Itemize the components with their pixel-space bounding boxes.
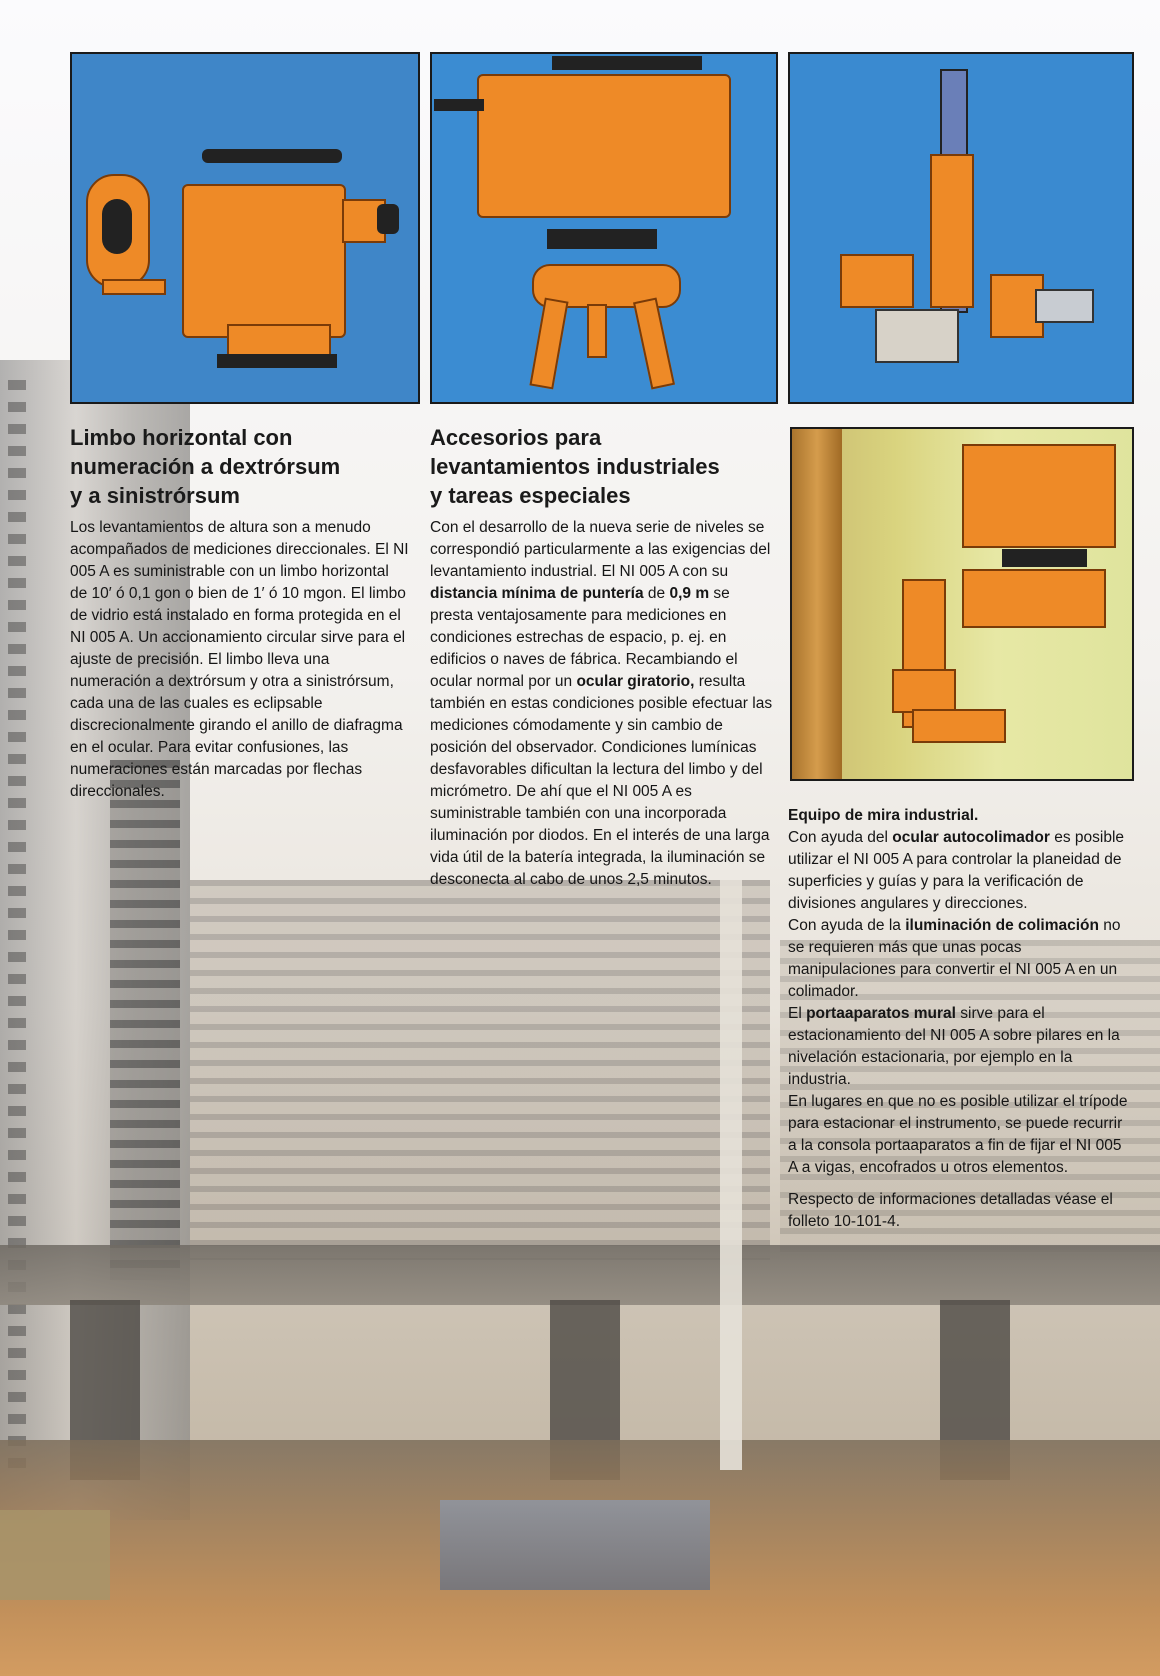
tripod-level-photo [430, 52, 778, 404]
level-instrument-photo [70, 52, 420, 404]
col1-body-text: Los levantamientos de altura son a menudo acompañados de mediciones direccionales. El NI 005 A es suministrable con un limbo horizontal de 10′ ó 0,1 gon o bien de 1′ ó 10 mgon. El limbo de vidrio está instalado en forma protegida en el NI 005 A. Un accionamiento circular sirve para el ajuste de precisión. El limbo lleva una numeración a dextrórsum y otra a sinistrórsum, cada una de las cuales es eclipsable discrecionalmente girando el anillo de diafragma en el ocular. Para evitar confusiones, las numeraciones están marcadas por flechas direccionales. [70, 519, 409, 800]
col2-heading: Accesorios para levantamientos industriales y tareas especiales [430, 425, 720, 508]
col1-heading: Limbo horizontal con numeración a dextrórsum y a sinistrórsum [70, 425, 341, 508]
wall-bracket-photo [790, 427, 1134, 781]
accessories-photo [788, 52, 1134, 404]
col3-caption-text: Equipo de mira industrial. Con ayuda del ocular autocolimador es posible utilizar el NI 005 A para controlar la planeidad de superficies y guías y para la verificación de divisiones angulares y direcciones. Con ayuda de la iluminación de colimación no se requieren más que unas pocas manipulaciones para convertir el NI 005 A en un colimador. El portaaparatos mural sirve para el estacionamiento del NI 005 A sobre pilares en la nivelación estacionaria, por ejemplo en la industria. En lugares en que no es posible utilizar el trípode para estacionar el instrumento, se puede recurrir a la consola portaaparatos a fin de fijar el NI 005 A a vigas, encofrados u otros elementos. Respecto de informaciones detalladas véase el folleto 10-101-4. [788, 807, 1128, 1230]
col2-body-text: Con el desarrollo de la nueva serie de niveles se correspondió particularmente a las exigencias del levantamiento industrial. El NI 005 A con su distancia mínima de puntería de 0,9 m se presta ventajosamente para mediciones en condiciones estrechas de espacio, p. ej. en edificios o naves de fábrica. Recambiando el ocular normal por un ocular giratorio, resulta también en estas condiciones posible efectuar las mediciones cómodamente y sin cambio de posición del observador. Condiciones lumínicas desfavorables dificultan la lectura del limbo y del micrómetro. De ahí que el NI 005 A es suministrable también con una incorporada iluminación por diodos. En el interés de una larga vida útil de la batería integrada, la iluminación se desconecta al cabo de unos 2,5 minutos. [430, 519, 773, 888]
